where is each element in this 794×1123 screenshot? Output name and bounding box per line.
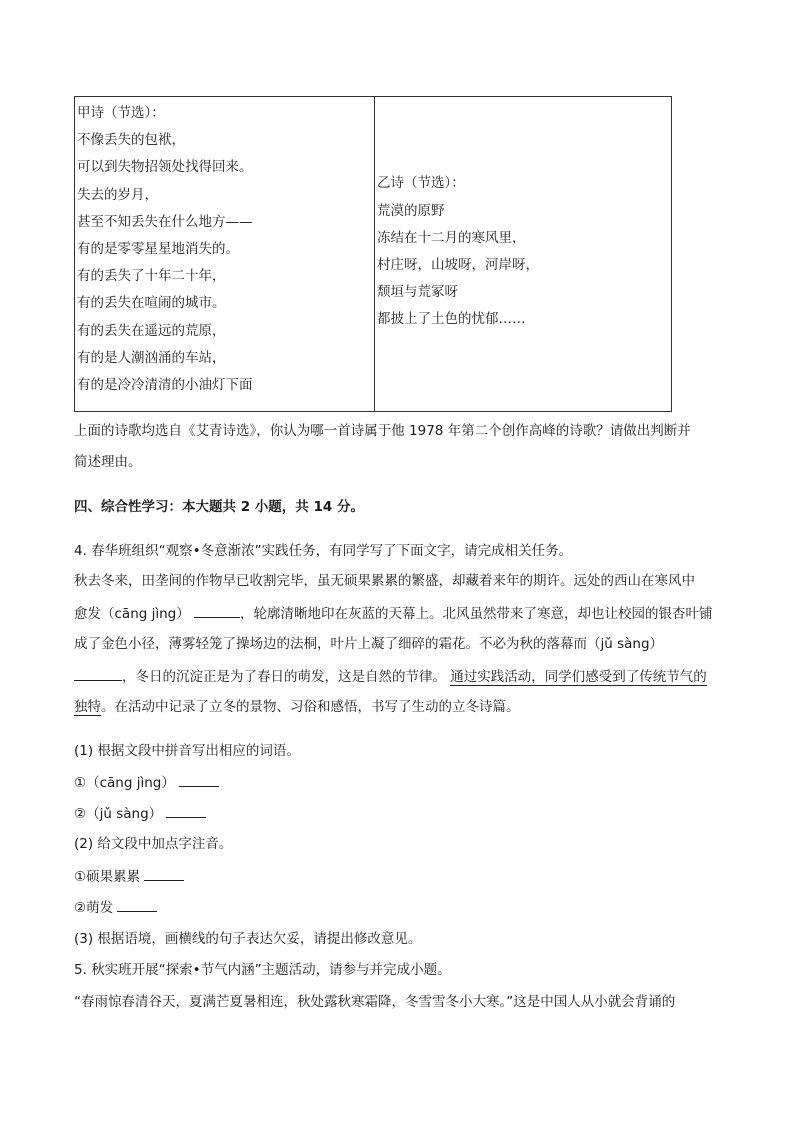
sub-question-1a bbox=[74, 772, 219, 793]
sub-question-label: ②萌发 bbox=[74, 900, 114, 916]
sub-question-label: ①（cāng jìng） bbox=[74, 775, 175, 791]
poem-a-title: 甲诗（节选）： bbox=[77, 105, 165, 121]
poem-a-line: 有的是冷冷清清的小油灯下面 bbox=[77, 376, 253, 393]
answer-blank-cangjing[interactable] bbox=[194, 603, 240, 618]
sub-question-label: ①硕果累累 bbox=[74, 869, 141, 885]
section-4-heading: 四、综合性学习：本大题共 2 小题，共 14 分。 bbox=[74, 499, 364, 515]
poem-b-line: 颓垣与荒冢呀 bbox=[377, 284, 458, 301]
passage-line: 成了金色小径，薄雾轻笼了操场边的法桐，叶片上凝了细碎的霜花。不必为秋的落幕而（jǔ sàng） bbox=[74, 636, 664, 652]
poem-a-column bbox=[75, 97, 375, 411]
passage-line bbox=[74, 603, 713, 624]
poem-b-title: 乙诗（节选）： bbox=[377, 175, 465, 192]
question-5-intro: 5. 秋实班开展“探索•节气内涵”主题活动，请参与并完成小题。 bbox=[74, 962, 451, 978]
sub-question-label: ②（jǔ sàng） bbox=[74, 806, 163, 822]
poem-a-line: 有的丢失在喧闹的城市。 bbox=[77, 295, 226, 312]
passage-line bbox=[74, 666, 707, 687]
poem-a-line: 有的丢失在遥远的荒原， bbox=[77, 322, 226, 339]
sub-question-1: (1) 根据文段中拼音写出相应的词语。 bbox=[74, 743, 300, 759]
passage-line bbox=[74, 697, 520, 717]
question-5-quote: “春雨惊春清谷天，夏满芒夏暑相连，秋处露秋寒霜降，冬雪雪冬小大寒。”这是中国人从小就会背诵的 bbox=[74, 994, 676, 1010]
pinyin-cangjing: 愈发（cāng jìng） bbox=[74, 606, 190, 622]
poem-b-line: 冻结在十二月的寒风里， bbox=[377, 229, 526, 246]
answer-blank[interactable] bbox=[144, 866, 184, 881]
sub-question-2a bbox=[74, 866, 184, 887]
poem-a-line: 不像丢失的包袱， bbox=[77, 132, 185, 149]
poem-comparison-table bbox=[74, 96, 672, 412]
passage-line: 秋去冬来，田垄间的作物早已收割完毕，虽无硕果累累的繁盛，却藏着来年的期许。远处的西山在寒风中 bbox=[74, 573, 695, 589]
poem-b-line: 都披上了土色的忧郁…… bbox=[377, 311, 526, 328]
underlined-sentence: 通过实践活动，同学们感受到了传统节气的 bbox=[450, 669, 707, 685]
answer-blank[interactable] bbox=[117, 897, 157, 912]
poem-a-line: 有的是人潮汹涌的车站， bbox=[77, 349, 226, 366]
sub-question-2b bbox=[74, 897, 157, 918]
passage-text: ，轮廓清晰地印在灰蓝的天幕上。北风虽然带来了寒意，却也让校园的银杏叶铺 bbox=[240, 606, 713, 622]
answer-blank[interactable] bbox=[166, 803, 206, 818]
poem-a-line: 有的丢失了十年二十年， bbox=[77, 268, 226, 285]
question-3-text: 上面的诗歌均选自《艾青诗选》，你认为哪一首诗属于他 1978 年第二个创作高峰的诗歌？请做出判断并 bbox=[74, 423, 691, 439]
poem-a-line: 可以到失物招领处找得回来。 bbox=[77, 159, 253, 176]
poem-b-line: 村庄呀，山坡呀，河岸呀， bbox=[377, 257, 539, 273]
question-3-text-cont: 简述理由。 bbox=[74, 454, 142, 470]
sub-question-3: (3) 根据语境，画横线的句子表达欠妥，请提出修改意见。 bbox=[74, 931, 422, 947]
poem-a-line: 甚至不知丢失在什么地方—— bbox=[77, 213, 253, 230]
poem-b-column bbox=[375, 97, 671, 411]
answer-blank[interactable] bbox=[179, 772, 219, 787]
passage-text: 。在活动中记录了立冬的景物、习俗和感悟，书写了生动的立冬诗篇。 bbox=[101, 699, 520, 715]
poem-a-line: 失去的岁月， bbox=[77, 186, 158, 203]
poem-a-line: 有的是零零星星地消失的。 bbox=[77, 240, 239, 257]
underlined-sentence-end: 独特 bbox=[74, 699, 101, 715]
sub-question-1b bbox=[74, 803, 206, 824]
answer-blank-jusang[interactable] bbox=[74, 666, 122, 681]
question-4-intro: 4. 春华班组织“观察•冬意渐浓”实践任务，有同学写了下面文字，请完成相关任务。 bbox=[74, 543, 573, 559]
sub-question-2: (2) 给文段中加点字注音。 bbox=[74, 836, 233, 852]
poem-b-line: 荒漠的原野 bbox=[377, 202, 445, 219]
passage-text: ，冬日的沉淀正是为了春日的萌发，这是自然的节律。 bbox=[122, 669, 446, 685]
